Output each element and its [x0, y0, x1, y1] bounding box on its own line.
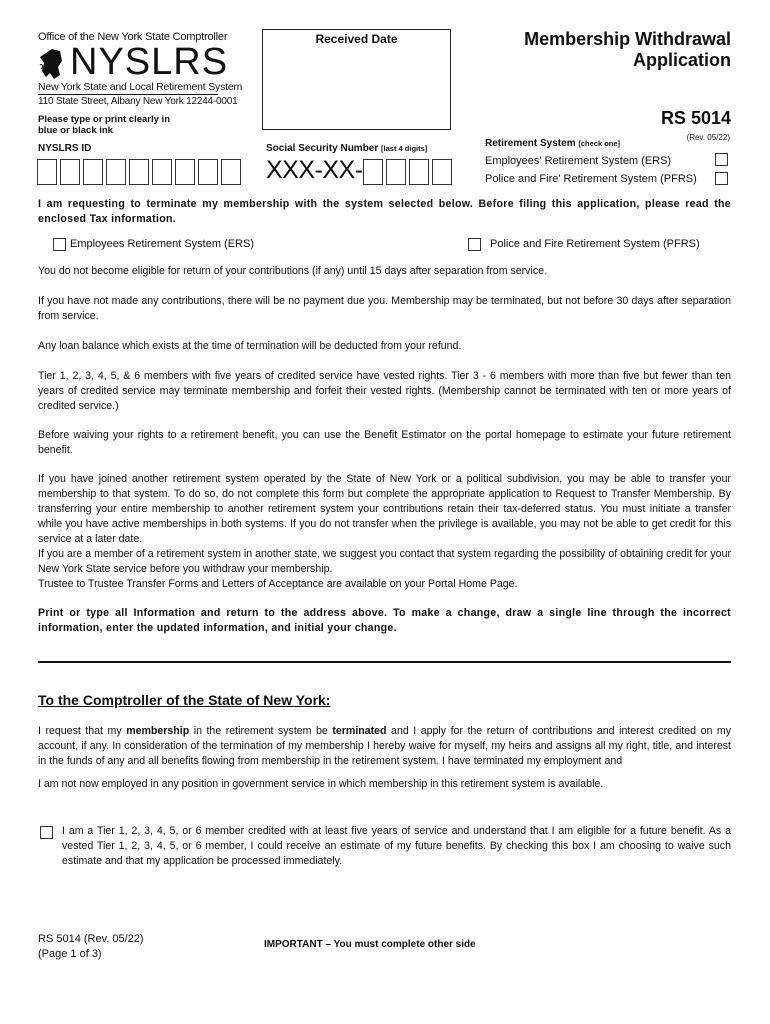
retirement-system-pfrs-label: Police and Fire' Retirement System (PFRS) [485, 173, 697, 185]
id-digit-box[interactable] [129, 159, 149, 185]
ssn-prefix: XXX-XX- [266, 156, 363, 184]
statement-part-3: and I apply for the return of contributions and interest credited on my account, if any. In consideration of the termination of my membership I hereby waive for myself, my heirs and assigns all my right, title, and interest in the funds of any and all benefits flowing from membership in the retirement system. I have terminated my employment and [38, 725, 732, 767]
retirement-system-label-text: Retirement System [485, 138, 576, 149]
form-revision: (Rev. 05/22) [686, 133, 730, 142]
system-pfrs-checkbox[interactable] [468, 238, 481, 251]
retirement-system-pfrs-checkbox[interactable] [715, 172, 728, 185]
other-state-paragraph: If you are a member of a retirement system in another state, we suggest you contact that system regarding the possibility of obtaining credit for your New York State service before you withdraw your membership. [38, 548, 731, 575]
loan-balance-paragraph: Any loan balance which exists at the time of termination will be deducted from your refund. [38, 340, 462, 352]
tier-waiver-statement: I am a Tier 1, 2, 3, 4, 5, or 6 member credited with at least five years of service and understand that I am eligible for a future benefit. As a vested Tier 1, 2, 3, 4, 5, or 6 member, I could receive an estimate of my future benefits. By checking this box I am choosing to waive such estimate and that my application be processed immediately. [62, 825, 731, 867]
trustee-transfer-paragraph: Trustee to Trustee Transfer Forms and Letters of Acceptance are available on your Portal Home Page. [38, 578, 518, 590]
comptroller-heading: To the Comptroller of the State of New York: [38, 692, 331, 708]
tier-waiver-checkbox[interactable] [40, 826, 53, 839]
benefit-estimator-paragraph: Before waiving your rights to a retirement benefit, you can use the Benefit Estimator on the portal homepage to estimate your future retirement benefit. [38, 429, 731, 456]
received-date-label: Received Date [315, 32, 398, 46]
statement-terminated: terminated [332, 725, 387, 737]
id-digit-box[interactable] [83, 159, 103, 185]
nyslrs-id-label: NYSLRS ID [38, 143, 92, 154]
organization-name: New York State and Local Retirement System [38, 81, 243, 93]
footer-form-info [38, 932, 144, 962]
ssn-digit-box[interactable] [363, 159, 383, 185]
footer-page-number: (Page 1 of 3) [38, 948, 102, 960]
new-york-state-map-icon [38, 47, 66, 81]
ssn-label-text: Social Security Number [266, 143, 379, 154]
id-digit-box[interactable] [152, 159, 172, 185]
id-digit-box[interactable] [106, 159, 126, 185]
no-contributions-paragraph: If you have not made any contributions, there will be no payment due you. Membership may be terminated, but not before 30 days after separation from service. [38, 295, 731, 322]
system-ers-checkbox[interactable] [53, 238, 66, 251]
statement-part-1: I request that my [38, 725, 127, 737]
logo-divider [38, 94, 218, 95]
id-digit-box[interactable] [37, 159, 57, 185]
system-ers-label: Employees Retirement System (ERS) [70, 238, 254, 250]
eligibility-paragraph: You do not become eligible for return of your contributions (if any) until 15 days after separation from service. [38, 265, 547, 277]
termination-request-statement [38, 724, 731, 769]
retirement-system-label [485, 138, 620, 149]
ssn-label [266, 143, 427, 154]
footer-important-note: IMPORTANT – You must complete other side [264, 939, 476, 950]
retirement-system-hint: [check one] [578, 139, 621, 148]
organization-address: 110 State Street, Albany New York 12244-0001 [38, 96, 238, 107]
statement-membership: membership [126, 725, 190, 737]
form-title: Membership Withdrawal Application [524, 29, 731, 70]
system-pfrs-label: Police and Fire Retirement System (PFRS) [490, 238, 700, 250]
print-instruction: Please type or print clearly in blue or black ink [38, 114, 170, 136]
print-instructions-note: Print or type all Information and return to the address above. To make a change, draw a single line through the incorrect information, enter the updated information, and initial your change. [38, 607, 731, 634]
not-employed-statement: I am not now employed in any position in government service in which membership in this retirement system is available. [38, 778, 604, 790]
logo-text: NYSLRS [70, 41, 229, 83]
office-title: Office of the New York State Comptroller [38, 31, 228, 43]
ssn-hint: [last 4 digits] [381, 144, 428, 153]
vested-rights-paragraph: Tier 1, 2, 3, 4, 5, & 6 members with five years of credited service have vested rights. Tier 3 - 6 members with more than five but fewer than ten years of credited service may terminate membership and forfeit their vested rights. (Membership cannot be terminated with ten or more years of credited service.) [38, 370, 731, 412]
id-digit-box[interactable] [221, 159, 241, 185]
ssn-digit-box[interactable] [386, 159, 406, 185]
id-digit-box[interactable] [198, 159, 218, 185]
nyslrs-id-input[interactable] [37, 159, 244, 185]
form-number: RS 5014 [660, 108, 731, 128]
statement-part-2: in the retirement system be [189, 725, 333, 737]
termination-request: I am requesting to terminate my membership with the system selected below. Before filing this application, please read the enclosed Tax information. [38, 198, 731, 225]
retirement-system-ers-label: Employees' Retirement System (ERS) [485, 155, 672, 167]
transfer-paragraph: If you have joined another retirement system operated by the State of New York or a political subdivision, you may be able to transfer your membership to that system. To do so, do not complete this form but complete the appropriate application to Request to Transfer Membership. By transferring your entire membership to another retirement system your contributions retain their tax-deferred status. You must initiate a transfer while you have active memberships in both systems. If you do not transfer when the privilege is available, you may not be able to get credit for this service at a later date. [38, 473, 731, 545]
footer-form-number: RS 5014 (Rev. 05/22) [38, 933, 144, 945]
ssn-digit-box[interactable] [409, 159, 429, 185]
retirement-system-ers-checkbox[interactable] [715, 153, 728, 166]
id-digit-box[interactable] [175, 159, 195, 185]
ssn-last4-input[interactable] [363, 159, 455, 185]
section-divider [38, 661, 731, 663]
ssn-digit-box[interactable] [432, 159, 452, 185]
id-digit-box[interactable] [60, 159, 80, 185]
